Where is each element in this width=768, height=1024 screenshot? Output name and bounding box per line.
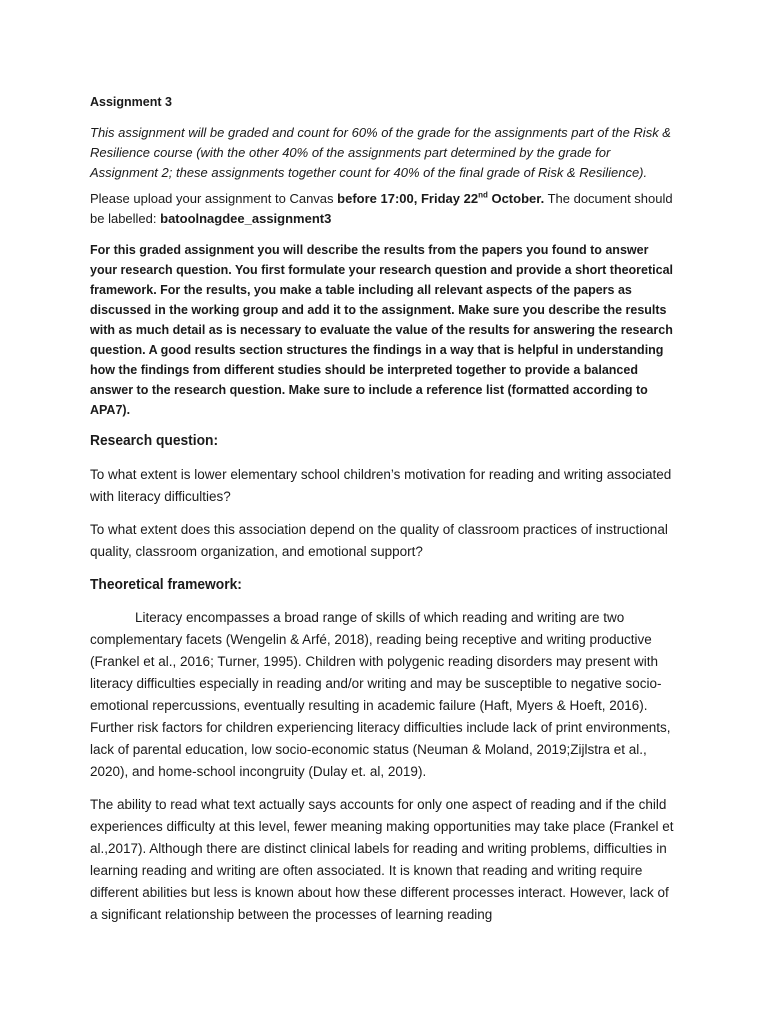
theoretical-framework-heading: Theoretical framework: <box>90 576 242 593</box>
deadline-end: October. <box>487 191 545 206</box>
upload-prefix: Please upload your assignment to Canvas <box>90 191 338 206</box>
upload-filename: batoolnagdee_assignment3 <box>160 211 332 226</box>
upload-deadline <box>337 191 544 206</box>
document-body <box>90 93 678 937</box>
assignment-title: Assignment 3 <box>90 95 172 109</box>
research-question-heading: Research question: <box>90 432 219 449</box>
deadline-main: before 17:00, Friday 22 <box>337 191 479 206</box>
deadline-ordinal: nd <box>478 190 488 200</box>
intro-paragraph: This assignment will be graded and count for 60% of the grade for the assignments part of the Risk & Resilience course (with the other 40% of the assignments part determined by the grade for Assignment 2; these assignments together count for 40% of the final grade of Risk & Resilience). <box>90 125 671 180</box>
instructions-paragraph: For this graded assignment you will describe the results from the papers you found to answer your research question. You first formulate your research question and provide a short theoretical framework. For the results, you make a table including all relevant aspects of the papers as discussed in the working group and add it to the assignment. Make sure you describe the results with as much detail as is necessary to evaluate the value of the results for answering the research question. A good results section structures the findings in a way that is helpful in understanding how the findings from different studies should be interpreted together to provide a balanced answer to the research question. Make sure to include a reference list (formatted according to APA7). <box>90 243 674 417</box>
research-question-1: To what extent is lower elementary school children’s motivation for reading and writing associated with literacy difficulties? <box>90 467 672 504</box>
research-question-2: To what extent does this association depend on the quality of classroom practices of instructional quality, classroom organization, and emotional support? <box>90 522 668 559</box>
framework-paragraph-1: Literacy encompasses a broad range of skills of which reading and writing are two complementary facets (Wengelin & Arfé, 2018), reading being receptive and writing productive (Frankel et al., 2016; Turner, 1995). Children with polygenic reading disorders may present with literacy difficulties especially in reading and/or writing and may be susceptible to negative socio-emotional repercussions, eventually resulting in academic failure (Haft, Myers & Hoeft, 2016). Further risk factors for children experiencing literacy difficulties include lack of print environments, lack of parental education, low socio-economic status (Neuman & Moland, 2019;Zijlstra et al., 2020), and home-school incongruity (Dulay et. al, 2019). <box>90 610 671 779</box>
framework-paragraph-2: The ability to read what text actually says accounts for only one aspect of reading and if the child experiences difficulty at this level, fewer meaning making opportunities may take place (Frankel et al.,2017). Although there are distinct clinical labels for reading and writing problems, difficulties in learning reading and writing are often associated. It is known that reading and writing require different abilities but less is known about how these different processes interact. However, lack of a significant relationship between the processes of learning reading <box>90 797 674 922</box>
upload-suffix: The document should be labelled: <box>90 191 673 226</box>
upload-paragraph <box>90 189 678 229</box>
